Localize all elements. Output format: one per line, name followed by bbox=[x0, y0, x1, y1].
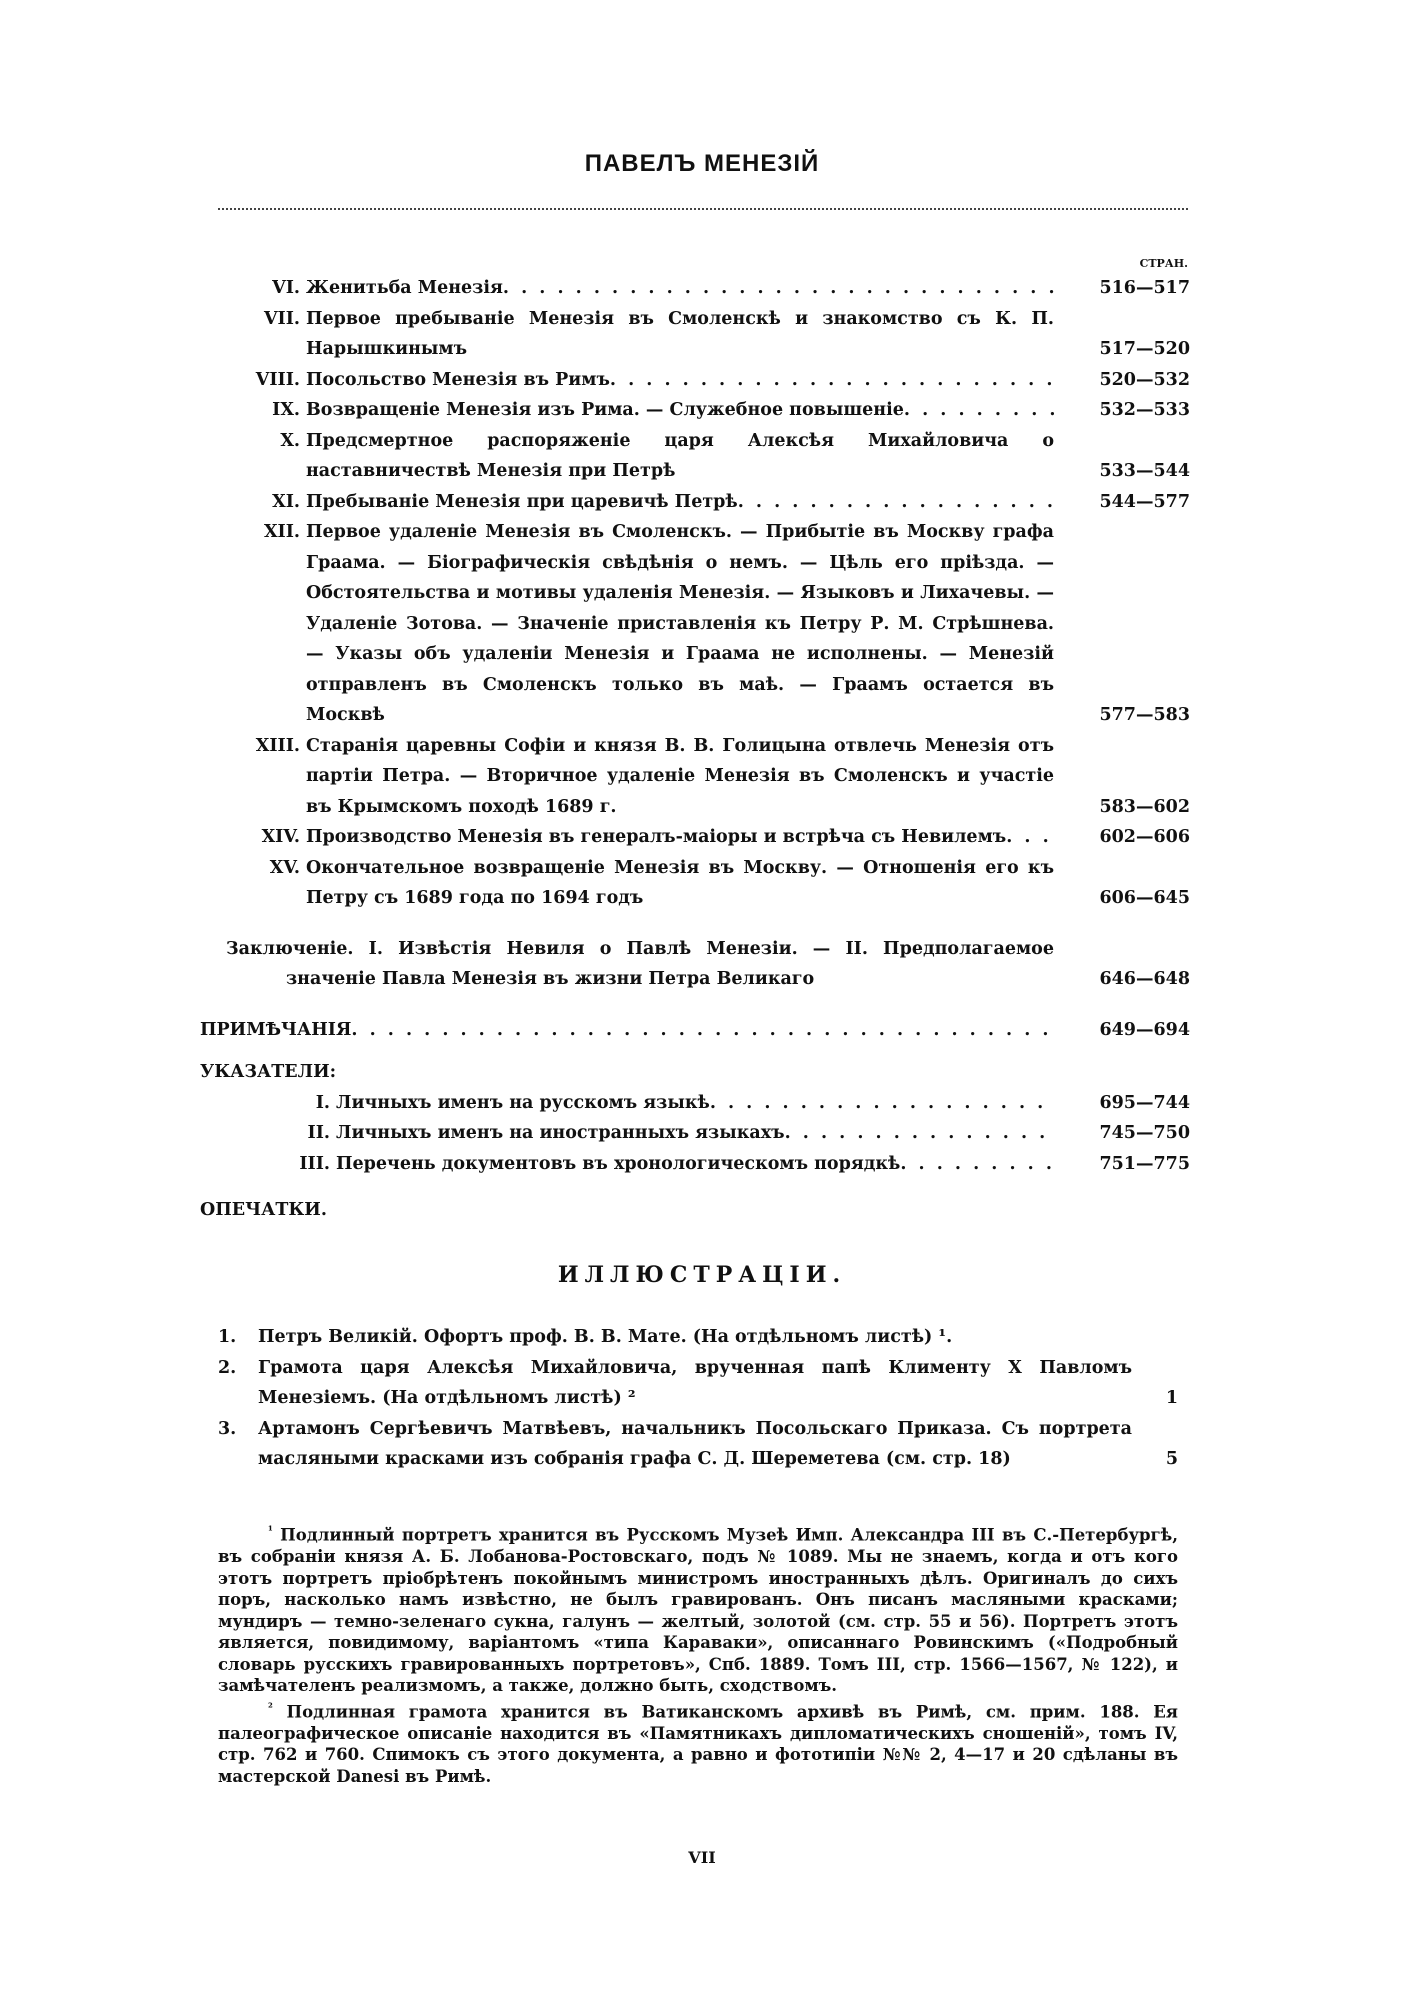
index-entry-text: Личныхъ именъ на иностранныхъ языкахъ bbox=[336, 1123, 785, 1143]
toc-entry bbox=[200, 731, 1190, 823]
index-entry-number: I. bbox=[315, 1092, 330, 1113]
footnote bbox=[218, 1697, 1178, 1788]
leader-dots bbox=[904, 395, 1054, 426]
illustration-entry bbox=[218, 1322, 1178, 1353]
index-entry bbox=[200, 1088, 1190, 1119]
pages-column-header: СТРАН. bbox=[1139, 257, 1188, 270]
toc-entry-number: X. bbox=[280, 430, 300, 451]
page-number: VII bbox=[688, 1848, 716, 1867]
toc-entry bbox=[200, 517, 1190, 731]
toc-entry bbox=[200, 822, 1190, 853]
toc-entry-number: XIII. bbox=[255, 735, 300, 756]
notes-entry bbox=[200, 1015, 1190, 1046]
toc-entry-number: VI. bbox=[272, 278, 300, 298]
illustration-entry bbox=[218, 1414, 1178, 1475]
toc-entry-text: Предсмертное распоряженіе царя Алексѣя Михайловича о наставничествѣ Менезія при Петрѣ bbox=[306, 430, 1054, 481]
index-entry-pages: 695—744 bbox=[1099, 1092, 1190, 1113]
illustration-text: Грамота царя Алексѣя Михайловича, врученная папѣ Клименту X Павломъ Менезіемъ. (На отдѣльномъ листѣ) ² bbox=[258, 1357, 1132, 1408]
illustration-entry bbox=[218, 1353, 1178, 1414]
toc-entry-pages: 520—532 bbox=[1099, 369, 1190, 390]
toc-entry-pages: 583—602 bbox=[1099, 796, 1190, 817]
illustrations-title: ИЛЛЮСТРАЦІИ. bbox=[557, 1262, 847, 1288]
toc-entry-text: Производство Менезія въ генералъ-маіоры и встрѣча съ Невилемъ bbox=[306, 827, 1007, 847]
toc-entry-text: Посольство Менезія въ Римъ bbox=[306, 369, 610, 390]
toc-entry bbox=[200, 365, 1190, 396]
toc-entry-number: IX. bbox=[272, 400, 300, 420]
toc-entry-pages: 533—544 bbox=[1099, 461, 1190, 481]
index-entry-pages: 751—775 bbox=[1099, 1153, 1190, 1174]
toc-entry-number: VII. bbox=[263, 308, 300, 329]
leader-dots bbox=[503, 273, 1054, 304]
toc-entry bbox=[200, 273, 1190, 304]
toc-entry-number: XV. bbox=[269, 857, 300, 878]
toc-entry-pages: 532—533 bbox=[1099, 400, 1190, 420]
toc-entry-number: XII. bbox=[263, 522, 300, 542]
toc-entry-pages: 517—520 bbox=[1099, 339, 1190, 359]
notes-pages: 649—694 bbox=[1099, 1019, 1190, 1040]
illustration-number: 2. bbox=[218, 1357, 237, 1378]
footnote-mark: ¹ bbox=[268, 1524, 273, 1537]
index-entry-text: Перечень документовъ въ хронологическомъ порядкѣ bbox=[336, 1153, 901, 1174]
toc-entry bbox=[200, 395, 1190, 426]
index-entry bbox=[200, 1118, 1190, 1149]
footnote-mark: ² bbox=[268, 1700, 273, 1714]
toc-entry bbox=[200, 853, 1190, 914]
footnote-text: Подлинная грамота хранится въ Ватиканскомъ архивѣ въ Римѣ, см. прим. 188. Ея палеографическое описаніе находится въ «Памятникахъ дипломатическихъ сношеній», томъ IV, стр. 762 и 760. Спимокъ съ этого документа, а равно и фототипіи №№ 2, 4—17 и 20 сдѣланы въ мастерской Danesi въ Римѣ. bbox=[218, 1702, 1178, 1786]
index-entry bbox=[200, 1149, 1190, 1180]
leader-dots bbox=[785, 1118, 1054, 1149]
toc-entry bbox=[200, 426, 1190, 487]
footnote-text: Подлинный портретъ хранится въ Русскомъ Музеѣ Имп. Александра III въ С.-Петербургѣ, въ собраніи князя А. Б. Лобанова-Ростовскаго, подъ № 1089. Мы не знаемъ, когда и отъ кого этотъ портретъ пріобрѣтенъ покойнымъ министромъ иностранныхъ дѣлъ. Оригиналъ до сихъ поръ, насколько намъ извѣстно, не былъ гравированъ. Онъ писанъ масляными красками; мундиръ — темно-зеленаго сукна, галунъ — желтый, золотой (см. стр. 55 и 56). Портретъ этотъ является, повидимому, варіантомъ «типа Караваки», описаннаго Ровинскимъ («Подробный словарь русскихъ гравированныхъ портретовъ», Спб. 1889. Томъ III, стр. 1566—1567, № 122), и замѣчателенъ реализмомъ, а также, должно быть, сходствомъ. bbox=[218, 1525, 1179, 1695]
index-entry-number: III. bbox=[299, 1153, 330, 1174]
toc-entry-number: XI. bbox=[272, 491, 300, 512]
leader-dots bbox=[351, 1015, 1054, 1046]
illustrations-list bbox=[218, 1322, 1178, 1475]
running-title: ПАВЕЛЪ МЕНЕЗІЙ bbox=[584, 150, 820, 177]
leader-dots bbox=[738, 487, 1054, 518]
toc-entry-pages: 516—517 bbox=[1099, 278, 1190, 298]
toc-entry bbox=[200, 304, 1190, 365]
illustration-page: 1 bbox=[1165, 1388, 1178, 1408]
leader-dots bbox=[710, 1088, 1054, 1119]
table-of-contents bbox=[200, 255, 1190, 1226]
toc-entry-text: Женитьба Менезія bbox=[306, 278, 503, 298]
toc-entry-text: Возвращеніе Менезія изъ Рима. — Служебное повышеніе bbox=[306, 400, 904, 420]
leader-dots bbox=[900, 1149, 1054, 1180]
conclusion-text: Заключеніе. I. Извѣстія Невиля о Павлѣ Менезіи. — II. Предполагаемое значеніе Павла Менезія въ жизни Петра Великаго bbox=[226, 938, 1054, 989]
illustration-number: 3. bbox=[218, 1418, 237, 1439]
illustration-number: 1. bbox=[218, 1327, 237, 1347]
toc-entry-pages: 606—645 bbox=[1099, 888, 1190, 908]
notes-title: ПРИМѢЧАНІЯ bbox=[200, 1019, 352, 1040]
leader-dots bbox=[1006, 822, 1054, 853]
leader-dots bbox=[610, 365, 1054, 396]
toc-entry-number: VIII. bbox=[255, 369, 300, 390]
toc-entry-text: Окончательное возвращеніе Менезія въ Москву. — Отношенія его къ Петру съ 1689 года по 1694 годъ bbox=[306, 857, 1054, 908]
illustration-text: Петръ Великій. Офортъ проф. В. В. Мате. (На отдѣльномъ листѣ) ¹. bbox=[258, 1327, 953, 1347]
index-entry-text: Личныхъ именъ на русскомъ языкѣ bbox=[336, 1092, 710, 1113]
toc-entry-number: XIV. bbox=[261, 827, 300, 847]
footnotes bbox=[218, 1520, 1178, 1787]
toc-entry-pages: 577—583 bbox=[1099, 705, 1190, 725]
indexes-title: УКАЗАТЕЛИ: bbox=[200, 1062, 337, 1082]
toc-entry-text: Первое пребываніе Менезія въ Смоленскѣ и знакомство съ К. П. Нарышкинымъ bbox=[306, 308, 1054, 359]
errata-title: ОПЕЧАТКИ. bbox=[200, 1200, 327, 1220]
index-entry-pages: 745—750 bbox=[1099, 1123, 1190, 1143]
toc-entry-text: Пребываніе Менезія при царевичѣ Петрѣ bbox=[306, 491, 738, 512]
conclusion-entry bbox=[200, 934, 1190, 995]
toc-entry bbox=[200, 487, 1190, 518]
toc-entry-pages: 544—577 bbox=[1099, 491, 1190, 512]
toc-entry-text: Старанія царевны Софіи и князя В. В. Голицына отвлечь Менезія отъ партіи Петра. — Вторичное удаленіе Менезія въ Смоленскъ и участіе въ Крымскомъ походѣ 1689 г. bbox=[306, 735, 1054, 817]
index-entry-number: II. bbox=[307, 1123, 330, 1143]
footnote bbox=[218, 1520, 1178, 1697]
toc-entry-text: Первое удаленіе Менезія въ Смоленскъ. — Прибытіе въ Москву графа Граама. — Біографическія свѣдѣнія о немъ. — Цѣль его пріѣзда. — Обстоятельства и мотивы удаленія Менезія. — Языковъ и Лихачевы. — Удаленіе Зотова. — Значеніе приставленія къ Петру Р. М. Стрѣшнева. — Указы объ удаленіи Менезія и Граама не исполнены. — Менезій отправленъ въ Смоленскъ только въ маѣ. — Граамъ остается въ Москвѣ bbox=[306, 522, 1054, 725]
illustration-page: 5 bbox=[1165, 1449, 1178, 1469]
conclusion-pages: 646—648 bbox=[1099, 969, 1190, 989]
toc-entry-pages: 602—606 bbox=[1099, 827, 1190, 847]
illustration-text: Артамонъ Сергѣевичъ Матвѣевъ, начальникъ Посольскаго Приказа. Съ портрета масляными красками изъ собранія графа С. Д. Шереметева (см. стр. 18) bbox=[258, 1418, 1132, 1469]
header-rule bbox=[218, 208, 1188, 210]
